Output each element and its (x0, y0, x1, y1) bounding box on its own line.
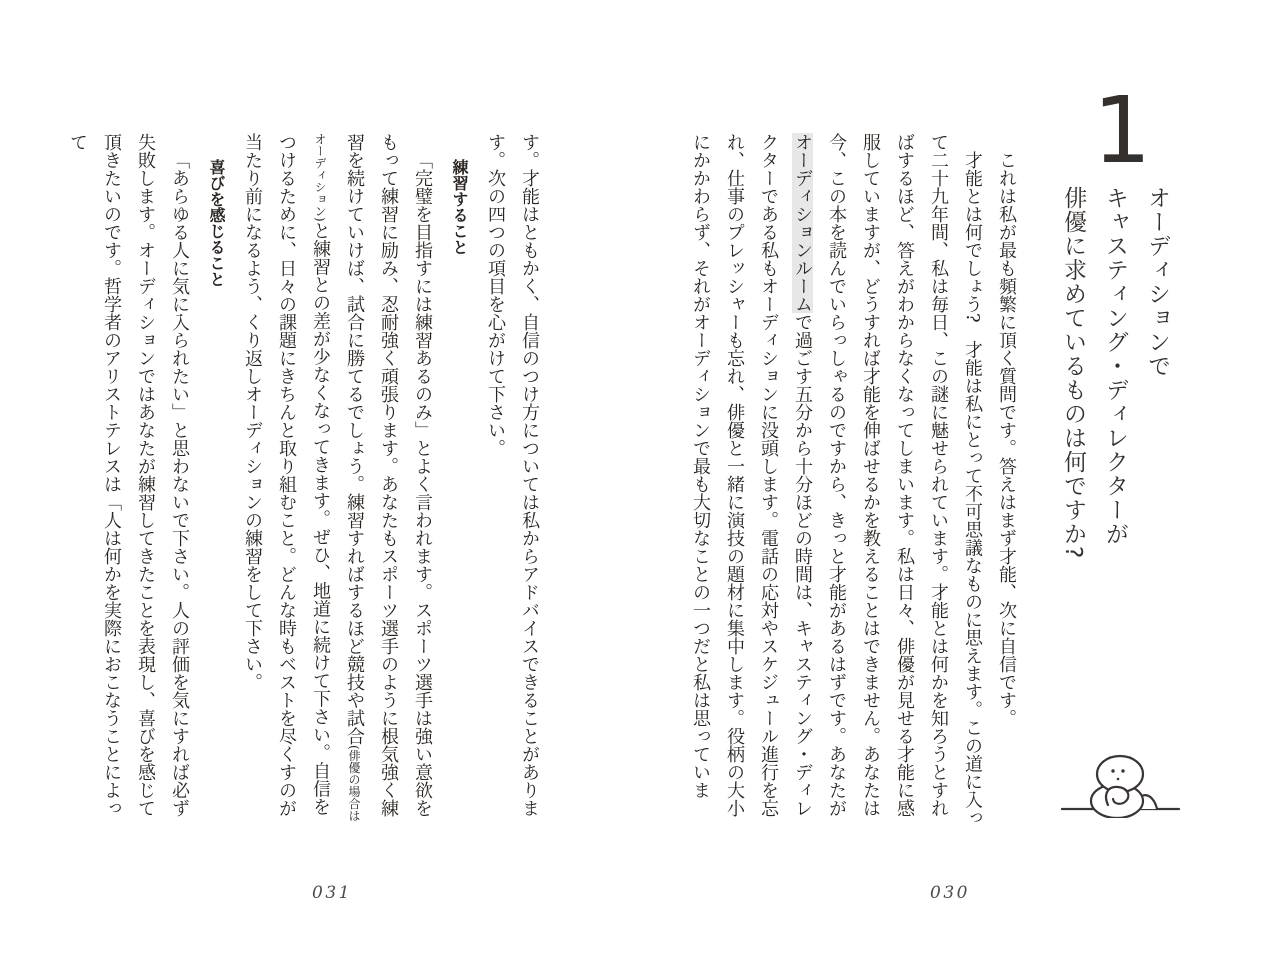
chapter-title-line: オーディションで (1144, 186, 1170, 378)
body-text-segment: 「完璧を目指すには練習あるのみ」とよく言われます。スポーツ選手は強い意欲をもって練習に励み、忍耐強く頑張ります。あなたもスポーツ選手のように根気強く練習を続けていけば、試合に勝てるでしょう。練習すればするほど競技や試合 (344, 133, 433, 817)
blob-mouth-dot (1117, 778, 1120, 781)
blob-eye-left (1111, 769, 1114, 772)
chapter-number: 1 (1092, 77, 1152, 184)
body-text-segment: で過ごす五分から十分ほどの時間は、キャスティング・ディレクターである私もオーディションに没頭します。電話の応対やスケジュール進行を忘れ、仕事のプレッシャーも忘れ、俳優と一緒に演技の題材に集中します。役柄の大小にかかわらず、それがオーディションで最も大切なことの一つだと私は思っていま (690, 133, 813, 817)
page-number-left: 031 (312, 883, 352, 903)
chapter-title (1052, 186, 1178, 616)
section-heading-joy: 喜びを感じること (207, 159, 226, 287)
section-heading-practice: 練習すること (450, 159, 469, 255)
body-text-segment: と練習との差が少なくなってきます。ぜひ、地道に続けて下さい。自信をつけるために、日々の課題にきちんと取り組むこと。どんな時もベストを尽くすのが当たり前になるよう、くり返しオーディションの練習をして下さい。 (242, 133, 331, 817)
body-text-segment: 才能とは何でしょう? 才能は私にとって不可思議なものに思えます。この道に入って二十九年間、私は毎日、この謎に魅せられています。才能とは何かを知ろうとすればするほど、答えがわからなくなってしまいます。私は日々、俳優が見せる才能に感服していますが、どうすれば才能を伸ばせるかを教えることはできません。あなたは今、この本を読んでいらっしゃるのですから、きっと才能があるはずです。あなたが (826, 133, 983, 827)
paragraph-joy: 「あらゆる人に気に入られたい」と思わないで下さい。人の評価を気にすれば必ず失敗します。オーディションではあなたが練習してきたことを表現し、喜びを感じて頂きたいのです。哲学者のアリストテレスは「人は何かを実際におこなうことによって (67, 133, 190, 817)
right-page-body (683, 133, 1023, 829)
inline-parenthetical-note: (俳優の場合はオーディション) (313, 133, 361, 822)
chapter-title-line: 俳優に求めているものは何ですか? (1060, 186, 1086, 560)
blob-arm-curl (1106, 787, 1128, 805)
page-number-right: 030 (930, 883, 970, 903)
chapter-title-line: キャスティング・ディレクターが (1102, 186, 1128, 546)
paragraph-talent (683, 133, 989, 829)
blob-character-doodle-illustration (1058, 740, 1183, 818)
paragraph-intro: これは私が最も頻繁に頂く質問です。答えはまず才能、次に自信です。 (996, 151, 1017, 727)
highlighted-term-audition-room: オーディションルーム (792, 133, 813, 313)
blob-eye-right (1121, 769, 1124, 772)
left-page-body (60, 133, 546, 829)
paragraph-practice (235, 133, 439, 829)
paragraph-continuation: す。才能はともかく、自信のつけ方については私からアドバイスできることがあります。次の四つの項目を心がけて下さい。 (485, 133, 540, 817)
